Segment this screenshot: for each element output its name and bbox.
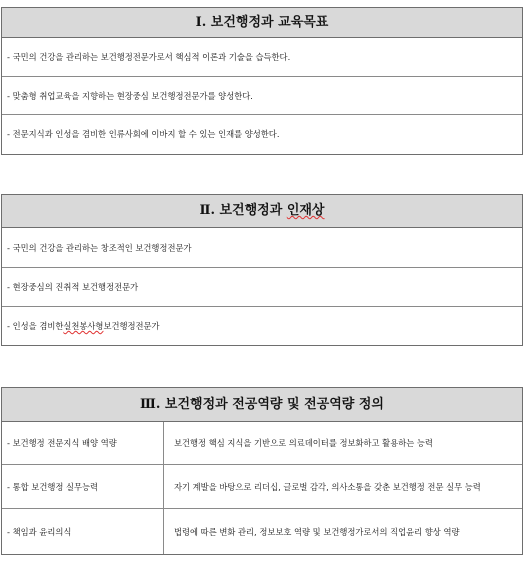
- competency-row: [2, 464, 522, 508]
- competency-table-title: Ⅲ. 보건행정과 전공역량 및 전공역량 정의: [2, 388, 522, 422]
- competency-row: [2, 422, 522, 464]
- goal-item: - 국민의 건강을 관리하는 보건행정전문가로서 핵심적 이론과 기술을 습득한다.: [7, 52, 291, 62]
- talent-profile-title-main: Ⅱ. 보건행정과: [199, 203, 287, 218]
- competency-definition: 자기 계발을 바탕으로 리더십, 글로벌 감각, 의사소통을 갖춘 보건행정 전문 실무 능력: [174, 481, 481, 492]
- talent-profile-box: [1, 194, 523, 346]
- talent-item: [2, 306, 522, 345]
- talent-item: - 국민의 건강을 관리하는 창조적인 보건행정전문가: [7, 242, 192, 253]
- goal-item: - 전문지식과 인성을 겸비한 인류사회에 이바지 할 수 있는 인재를 양성한다.: [2, 114, 522, 152]
- goal-item: - 맞춤형 취업교육을 지향하는 현장중심 보건행정전문가를 양성한다.: [2, 76, 522, 114]
- competency-definition: 보건행정 핵심 지식을 기반으로 의료데이터를 정보화하고 활용하는 능력: [174, 438, 433, 448]
- competency-definition: 법령에 따른 변화 관리, 정보보호 역량 및 보건행정가로서의 직업윤리 향상 역량: [174, 526, 460, 537]
- talent-item: - 현장중심의 진취적 보건행정전문가: [2, 267, 522, 306]
- education-goals-title: Ⅰ. 보건행정과 교육목표: [2, 8, 522, 38]
- talent-item-marked-word: 실천봉사형: [63, 321, 104, 331]
- talent-item-suffix: 보건행정전문가: [103, 321, 160, 331]
- competency-table-box: [1, 387, 523, 555]
- talent-profile-title: [2, 195, 522, 228]
- education-goals-box: [1, 7, 523, 155]
- competency-row: [2, 508, 522, 554]
- competency-name: - 책임과 윤리의식: [2, 509, 164, 554]
- competency-name: - 통합 보건행정 실무능력: [2, 465, 164, 508]
- talent-item-prefix: - 인성을 겸비한: [7, 321, 64, 331]
- talent-profile-title-tail: 인재상: [286, 203, 325, 218]
- competency-name: - 보건행정 전문지식 배양 역량: [2, 422, 164, 464]
